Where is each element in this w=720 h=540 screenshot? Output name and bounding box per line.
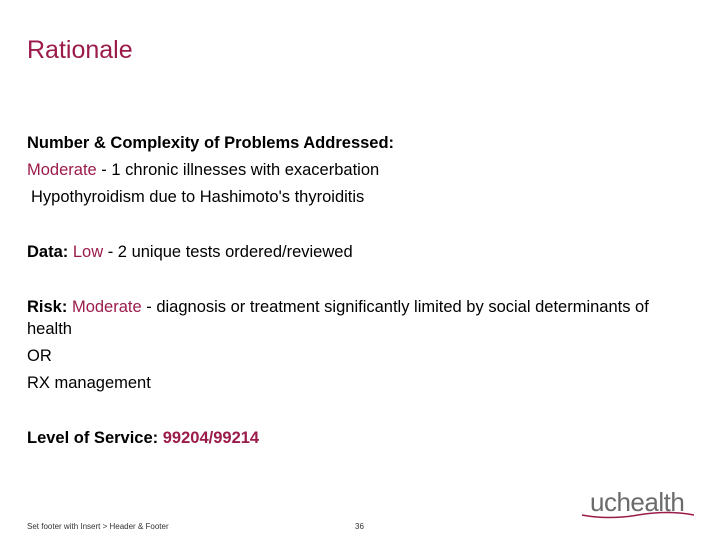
- problems-level: Moderate: [27, 161, 97, 179]
- slide-title: Rationale: [27, 36, 133, 64]
- rx-management: RX management: [27, 374, 151, 392]
- risk-label: Risk:: [27, 298, 68, 316]
- service-line: [27, 427, 697, 449]
- diagnosis-text: Hypothyroidism due to Hashimoto's thyroiditis: [31, 188, 365, 206]
- slide-content: [27, 132, 697, 449]
- risk-level: Moderate: [71, 298, 142, 316]
- logo-text: uchealth: [590, 487, 685, 517]
- risk-detail: - diagnosis or treatment significantly limited by social determinants of health: [27, 298, 649, 338]
- problems-line: [27, 159, 697, 181]
- data-label: Data:: [27, 243, 69, 261]
- page-number: 36: [355, 522, 364, 531]
- data-level: Low: [72, 243, 104, 261]
- problems-detail: - 1 chronic illnesses with exacerbation: [96, 161, 380, 179]
- footer-text: Set footer with Insert > Header & Footer: [27, 522, 169, 531]
- risk-line: [27, 296, 697, 340]
- or-text: OR: [27, 347, 52, 365]
- data-line: [27, 241, 697, 263]
- problems-heading: Number & Complexity of Problems Addressed:: [27, 134, 395, 152]
- service-label: Level of Service:: [27, 429, 159, 447]
- service-code: 99204/99214: [162, 429, 260, 447]
- data-detail: - 2 unique tests ordered/reviewed: [103, 243, 353, 261]
